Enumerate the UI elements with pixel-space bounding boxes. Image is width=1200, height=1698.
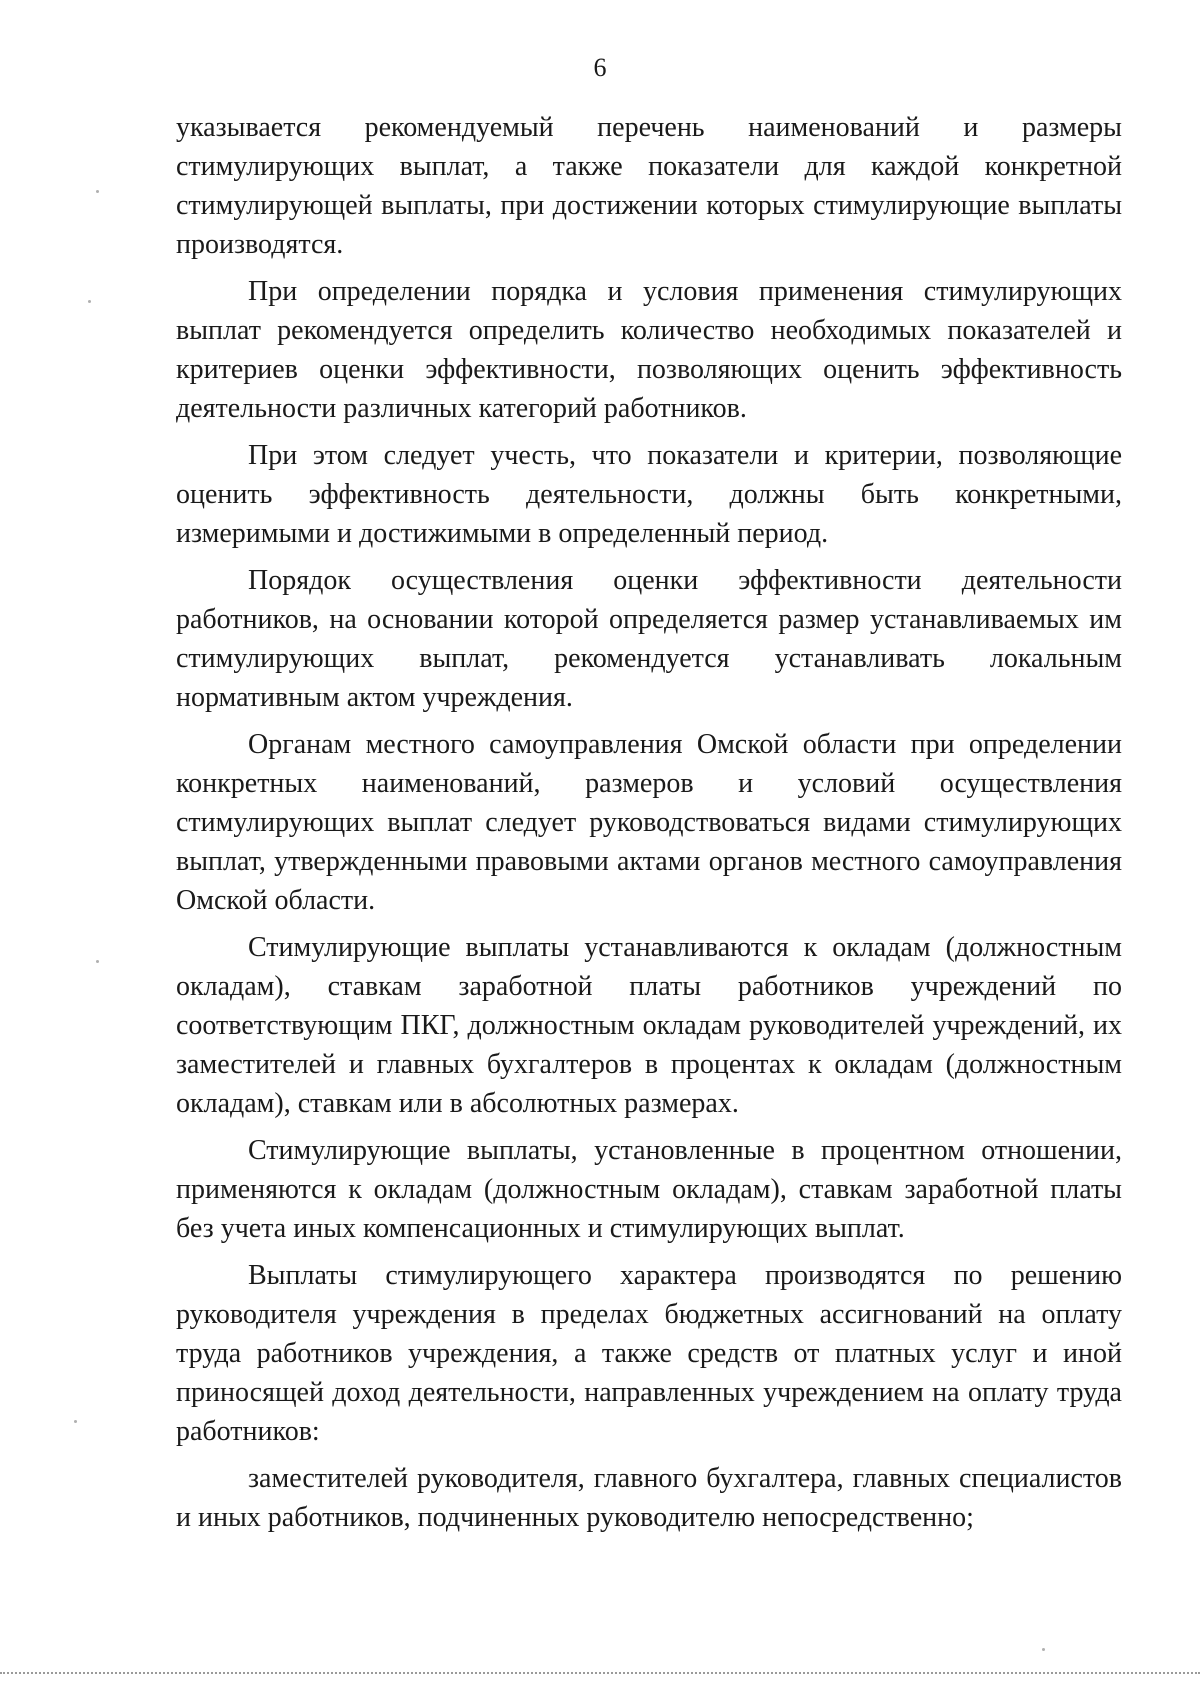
scan-speck [1042, 1648, 1045, 1651]
paragraph-8: Выплаты стимулирующего характера производятся по решению руководителя учреждения в пределах бюджетных ассигнований на оплату труда работников учреждения, а также средств от платных услуг и иной приносящей доход деятельности, направленных учреждением на оплату труда работников: [176, 1260, 1122, 1447]
page-number: 6 [593, 53, 607, 82]
scan-speck [74, 1420, 77, 1423]
paragraph-3: При этом следует учесть, что показатели и критерии, позволяющие оценить эффективность деятельности, должны быть конкретными, измеримыми и достижимыми в определенный период. [176, 440, 1122, 549]
scan-speck [96, 190, 99, 193]
scan-speck [96, 960, 99, 963]
paragraph-4: Порядок осуществления оценки эффективности деятельности работников, на основании которой определяется размер устанавливаемых им стимулирующих выплат, рекомендуется устанавливать локальным нормативным актом учреждения. [176, 565, 1122, 713]
paragraph-6: Стимулирующие выплаты устанавливаются к окладам (должностным окладам), ставкам заработной платы работников учреждений по соответствующим ПКГ, должностным окладам руководителей учреждений, их заместителей и главных бухгалтеров в процентах к окладам (должностным окладам), ставкам или в абсолютных размерах. [176, 932, 1122, 1119]
paragraph-1: указывается рекомендуемый перечень наименований и размеры стимулирующих выплат, а также показатели для каждой конкретной стимулирующей выплаты, при достижении которых стимулирующие выплаты производятся. [176, 112, 1122, 260]
document-body [176, 108, 1122, 1545]
paragraph-9: заместителей руководителя, главного бухгалтера, главных специалистов и иных работников, подчиненных руководителю непосредственно; [176, 1463, 1122, 1533]
paragraph-2: При определении порядка и условия применения стимулирующих выплат рекомендуется определить количество необходимых показателей и критериев оценки эффективности, позволяющих оценить эффективность деятельности различных категорий работников. [176, 276, 1122, 424]
paragraph-7: Стимулирующие выплаты, установленные в процентном отношении, применяются к окладам (должностным окладам), ставкам заработной платы без учета иных компенсационных и стимулирующих выплат. [176, 1135, 1122, 1244]
paragraph-5: Органам местного самоуправления Омской области при определении конкретных наименований, размеров и условий осуществления стимулирующих выплат следует руководствоваться видами стимулирующих выплат, утвержденными правовыми актами органов местного самоуправления Омской области. [176, 729, 1122, 916]
scan-edge-line [0, 1672, 1200, 1674]
scan-speck [88, 300, 91, 303]
